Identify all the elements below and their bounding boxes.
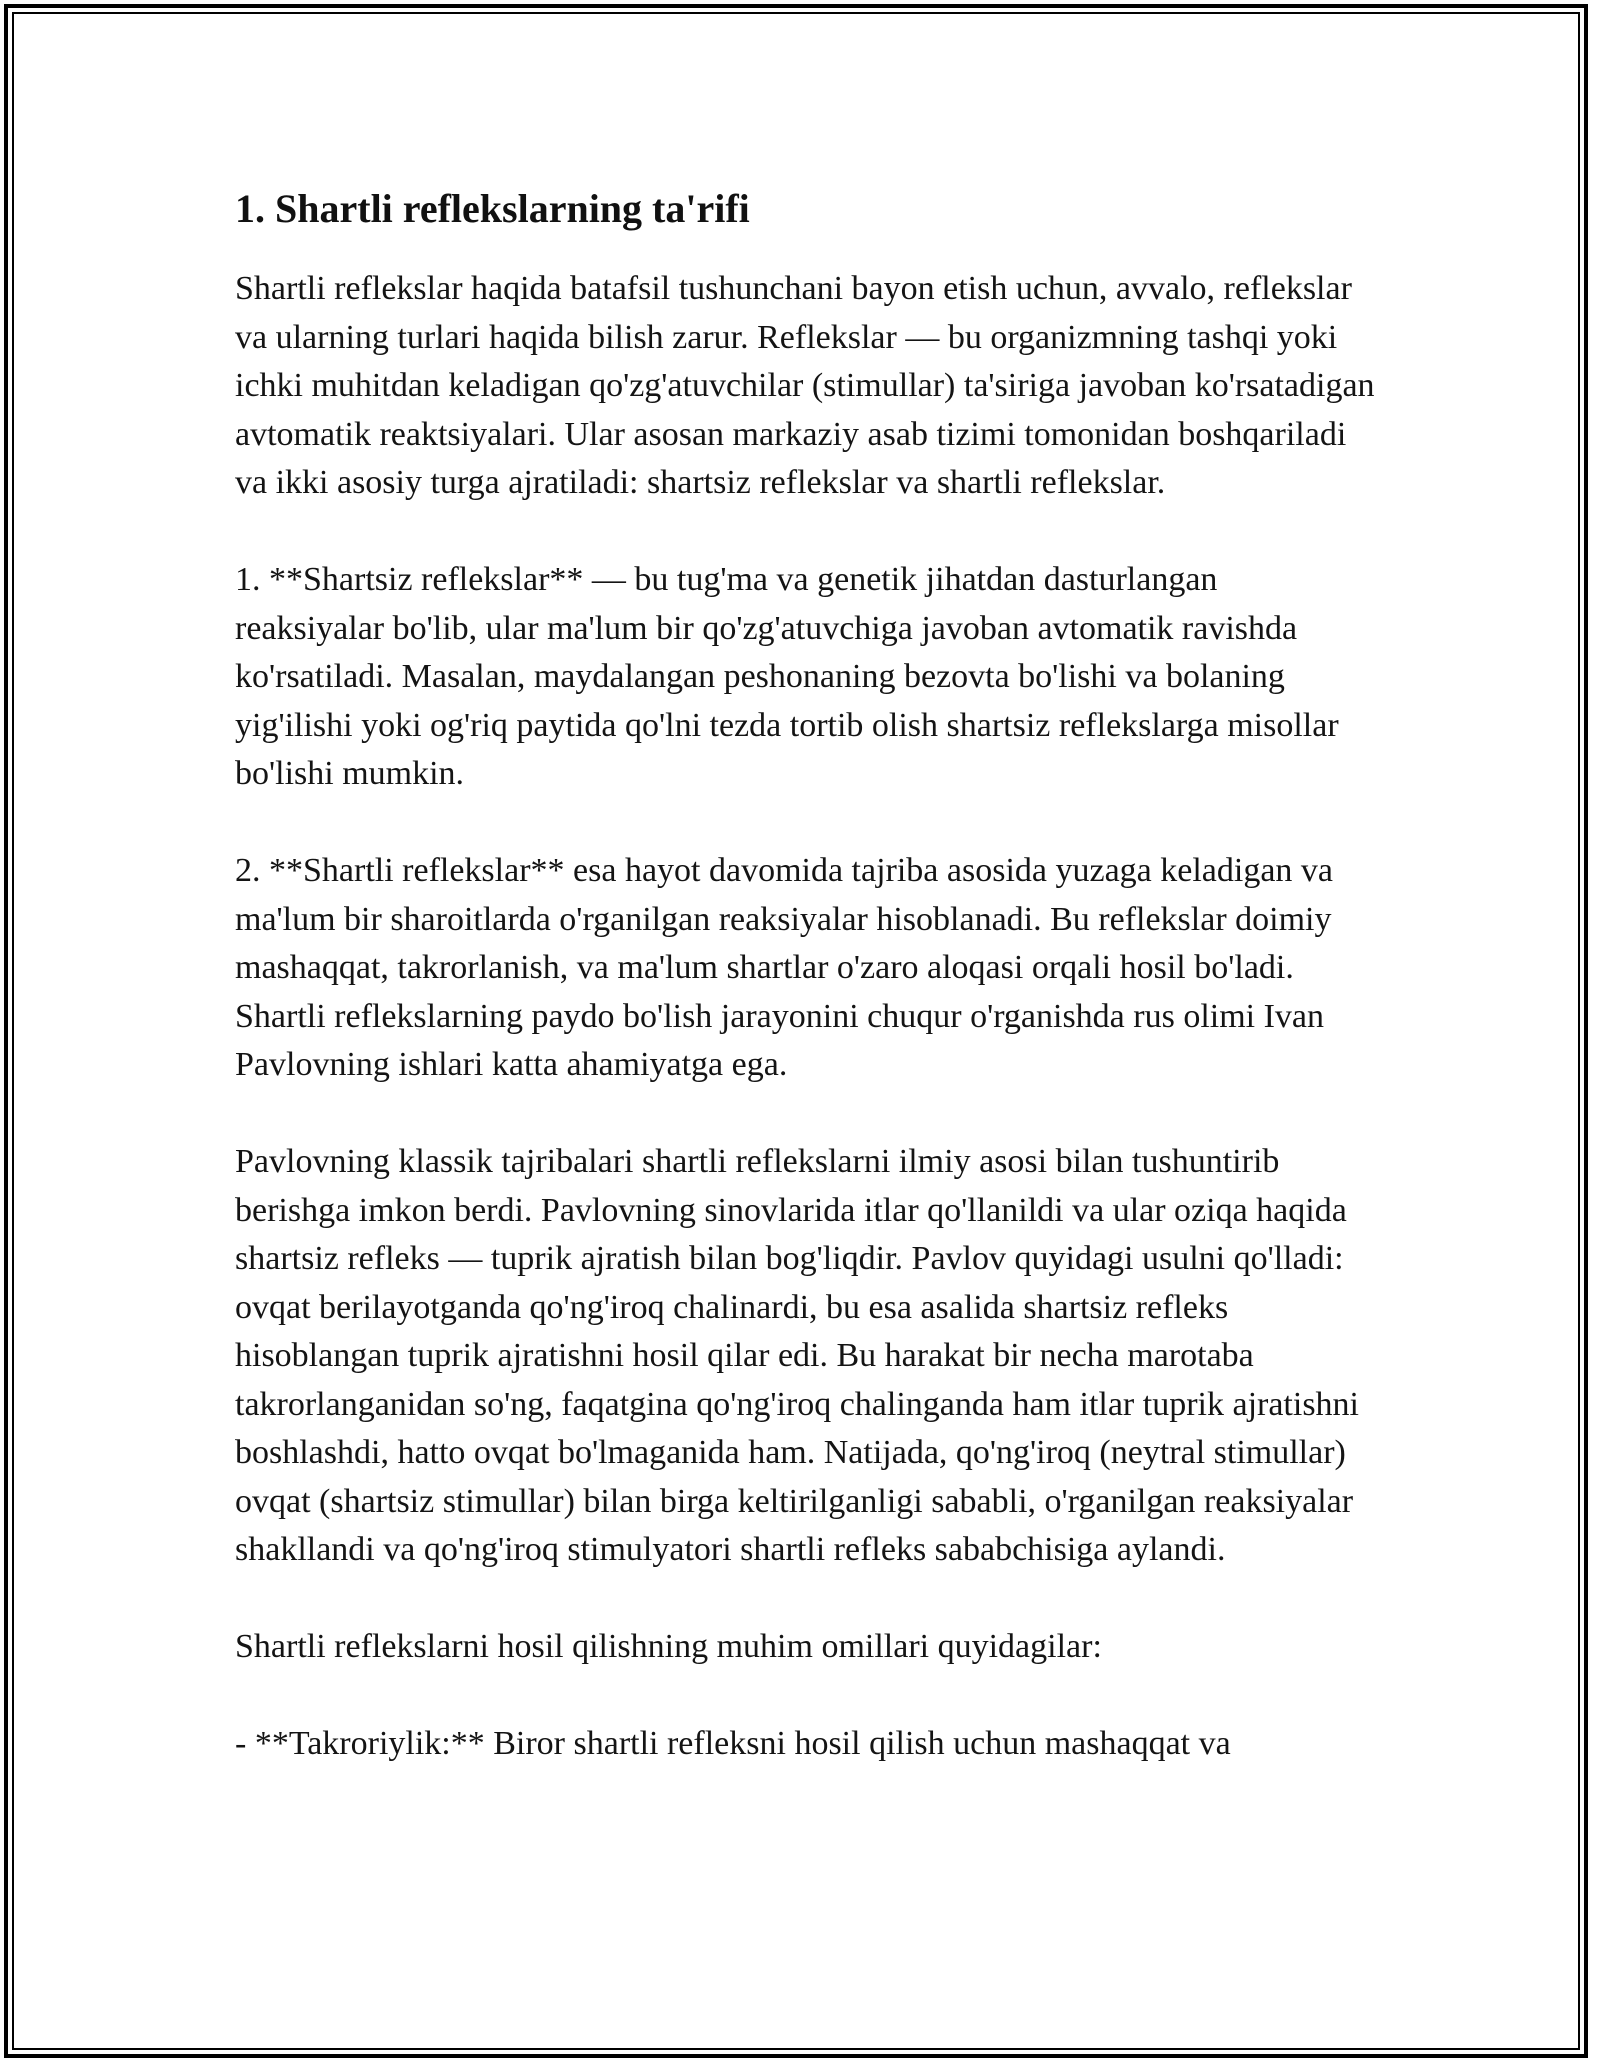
paragraph-factors-intro: Shartli reflekslarni hosil qilishning muhim omillari quyidagilar:	[235, 1628, 1102, 1665]
paragraph-pavlov-experiments: Pavlovning klassik tajribalari shartli reflekslarni ilmiy asosi bilan tushuntirib berishga imkon berdi. Pavlovning sinovlarida itlar qo'llanildi va ular oziqa haqida shartsiz refleks — tuprik ajratish bilan bog'liqdir. Pavlov quyidagi usulni qo'lladi: ovqat berilayotganda qo'ng'iroq chalinardi, bu esa asalida shartsiz refleks hisoblangan tuprik ajratishni hosil qilar edi. Bu harakat bir necha marotaba takrorlanganidan so'ng, faqatgina qo'ng'iroq chalinganda ham itlar tuprik ajratishni boshlashdi, hatto ovqat bo'lmaganida ham. Natijada, qo'ng'iroq (neytral stimullar) ovqat (shartsiz stimullar) bilan birga keltirilganligi sababli, o'rganilgan reaksiyalar shakllandi va qo'ng'iroq stimulyatori shartli refleks sababchisiga aylandi.	[235, 1143, 1359, 1568]
paragraph-intro: Shartli reflekslar haqida batafsil tushunchani bayon etish uchun, avvalo, reflekslar va ularning turlari haqida bilish zarur. Reflekslar — bu organizmning tashqi yoki ichki muhitdan keladigan qo'zg'atuvchilar (stimullar) ta'siriga javoban ko'rsatadigan avtomatik reaktsiyalari. Ular asosan markaziy asab tizimi tomonidan boshqariladi va ikki asosiy turga ajratiladi: shartsiz reflekslar va shartli reflekslar.	[235, 270, 1375, 501]
list-item-repetition: - **Takroriylik:** Biror shartli refleksni hosil qilish uchun mashaqqat va	[235, 1725, 1231, 1762]
document-body	[235, 185, 1375, 1817]
paragraph-unconditioned-reflexes: 1. **Shartsiz reflekslar** — bu tug'ma va genetik jihatdan dasturlangan reaksiyalar bo'lib, ular ma'lum bir qo'zg'atuvchiga javoban avtomatik ravishda ko'rsatiladi. Masalan, maydalangan peshonaning bezovta bo'lishi va bolaning yig'ilishi yoki og'riq paytida qo'lni tezda tortib olish shartsiz reflekslarga misollar bo'lishi mumkin.	[235, 561, 1339, 792]
paragraph-conditioned-reflexes: 2. **Shartli reflekslar** esa hayot davomida tajriba asosida yuzaga keladigan va ma'lum bir sharoitlarda o'rganilgan reaksiyalar hisoblanadi. Bu reflekslar doimiy mashaqqat, takrorlanish, va ma'lum shartlar o'zaro aloqasi orqali hosil bo'ladi. Shartli reflekslarning paydo bo'lish jarayonini chuqur o'rganishda rus olimi Ivan Pavlovning ishlari katta ahamiyatga ega.	[235, 852, 1334, 1083]
section-heading: 1. Shartli reflekslarning ta'rifi	[235, 186, 750, 231]
